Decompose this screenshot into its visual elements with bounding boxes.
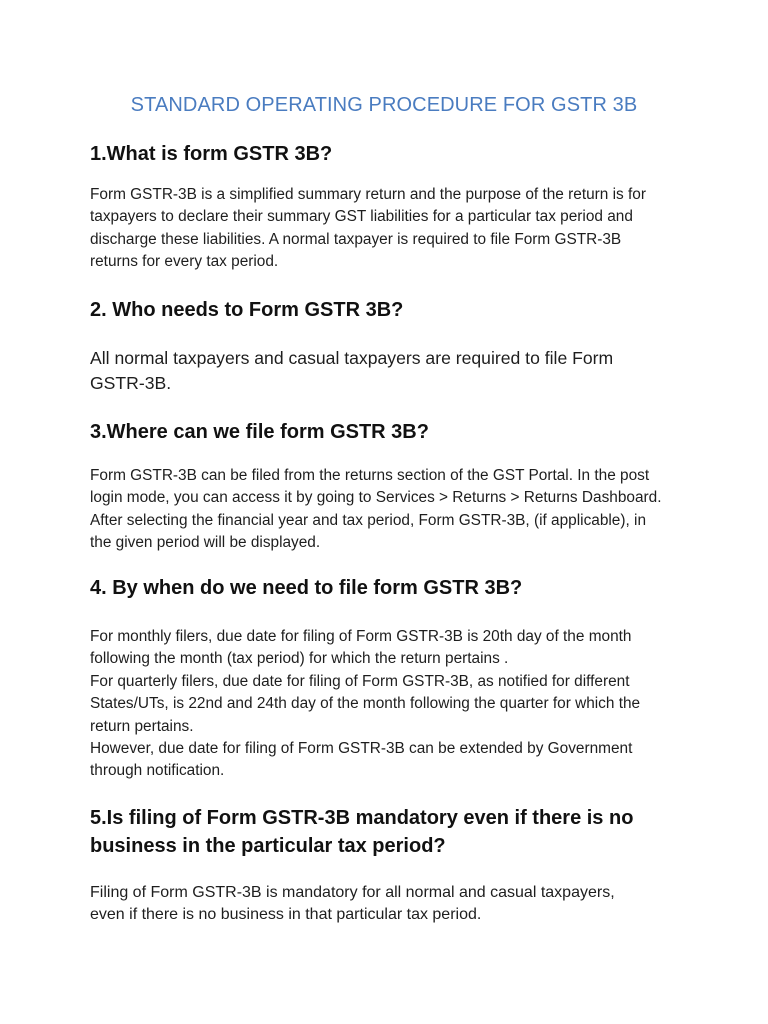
- body-line: the given period will be displayed.: [90, 534, 321, 552]
- body-line: After selecting the financial year and tax period, Form GSTR-3B, (if applicable), in: [90, 511, 647, 529]
- document-title: STANDARD OPERATING PROCEDURE FOR GSTR 3B: [130, 94, 638, 116]
- body-line: States/UTs, is 22nd and 24th day of the month following the quarter for which the: [90, 695, 641, 713]
- section-5-heading: [90, 804, 690, 860]
- section-3-body: [90, 465, 690, 555]
- section-4-body: [90, 626, 690, 783]
- body-line: However, due date for filing of Form GSTR-3B can be extended by Government: [90, 740, 633, 758]
- heading-line: business in the particular tax period?: [90, 835, 446, 857]
- section-5-body: [90, 882, 690, 926]
- section-1-body: [90, 184, 690, 274]
- section-1-heading: 1.What is form GSTR 3B?: [90, 143, 333, 165]
- body-line: login mode, you can access it by going to Services > Returns > Returns Dashboard.: [90, 489, 662, 507]
- section-3-heading: 3.Where can we file form GSTR 3B?: [90, 421, 429, 443]
- body-line: taxpayers to declare their summary GST liabilities for a particular tax period and: [90, 208, 633, 226]
- body-line: return pertains.: [90, 717, 194, 735]
- body-line: even if there is no business in that particular tax period.: [90, 906, 482, 923]
- body-line: All normal taxpayers and casual taxpayers are required to file Form: [90, 348, 614, 368]
- body-line: discharge these liabilities. A normal taxpayer is required to file Form GSTR-3B: [90, 230, 622, 248]
- body-line: Form GSTR-3B can be filed from the returns section of the GST Portal. In the post: [90, 467, 650, 484]
- body-line: For quarterly filers, due date for filing of Form GSTR-3B, as notified for different: [90, 672, 630, 690]
- section-2-body: [90, 346, 690, 396]
- body-line: Filing of Form GSTR-3B is mandatory for all normal and casual taxpayers,: [90, 884, 615, 901]
- body-line: through notification.: [90, 762, 225, 780]
- body-line: following the month (tax period) for which the return pertains .: [90, 650, 509, 668]
- body-line: Form GSTR-3B is a simplified summary return and the purpose of the return is for: [90, 186, 646, 203]
- section-4-heading: 4. By when do we need to file form GSTR 3B?: [90, 577, 523, 599]
- body-line: returns for every tax period.: [90, 253, 279, 271]
- body-line: GSTR-3B.: [90, 373, 172, 393]
- body-line: For monthly filers, due date for filing of Form GSTR-3B is 20th day of the month: [90, 628, 632, 645]
- heading-line: 5.Is filing of Form GSTR-3B mandatory even if there is no: [90, 807, 634, 829]
- section-2-heading: 2. Who needs to Form GSTR 3B?: [90, 299, 404, 321]
